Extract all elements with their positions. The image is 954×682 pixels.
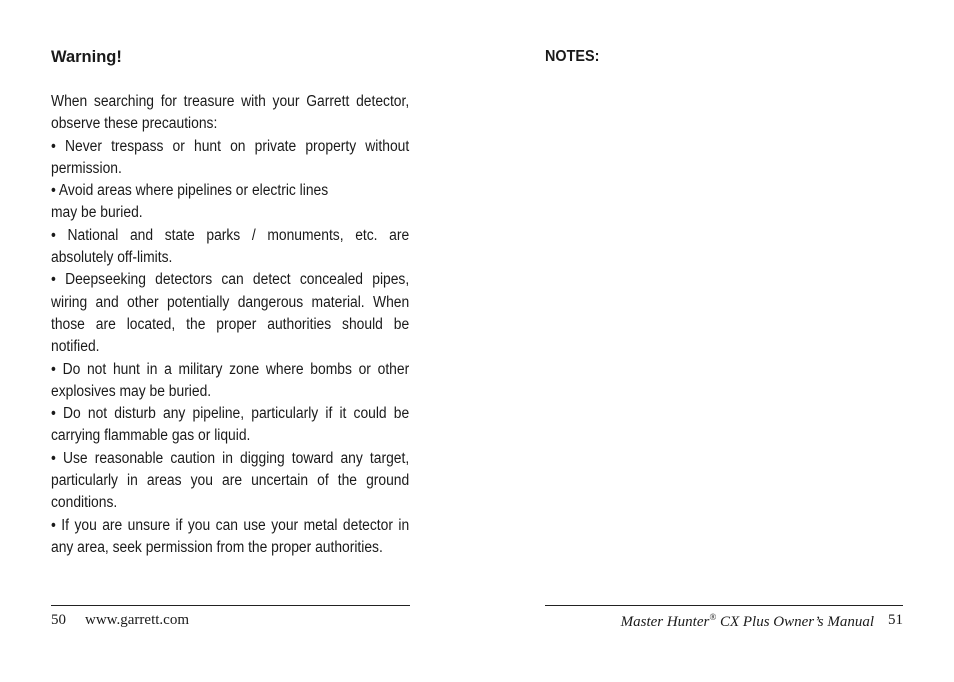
bullet-seek-permission: • If you are unsure if you can use your metal detector in any area, seek permission from the proper authorities. (51, 516, 410, 556)
left-page (51, 0, 410, 682)
page-number-left: 50 (51, 612, 66, 628)
footer-rule-left (51, 605, 410, 606)
intro-paragraph: When searching for treasure with your Garrett detector, observe these precautions: (51, 93, 410, 133)
website-url: www.garrett.com (85, 612, 189, 628)
registered-mark: ® (709, 612, 717, 622)
page-number-right: 51 (888, 612, 903, 628)
manual-title: Master Hunter® CX Plus Owner’s Manual (620, 612, 874, 630)
warning-heading: Warning! (51, 48, 122, 66)
right-page (545, 0, 903, 682)
footer-left (51, 611, 189, 629)
bullet-pipeline-disturb: • Do not disturb any pipeline, particularly if it could be carrying flammable gas or liquid. (51, 405, 410, 445)
bullet-trespass: • Never trespass or hunt on private property without permission. (51, 137, 410, 177)
warning-body (51, 91, 409, 559)
bullet-caution-digging: • Use reasonable caution in digging toward any target, particularly in areas you are uncertain of the ground conditions. (51, 449, 410, 512)
footer-right (621, 611, 903, 631)
bullet-parks: • National and state parks / monuments, etc. are absolutely off-limits. (51, 226, 410, 267)
bullet-pipelines: • Avoid areas where pipelines or electric lines may be buried. (51, 182, 329, 222)
bullet-military-zone: • Do not hunt in a military zone where bombs or other explosives may be buried. (51, 360, 410, 400)
bullet-deepseeking: • Deepseeking detectors can detect concealed pipes, wiring and other potentially dangerous material. When those are located, the proper authorities should be notified. (51, 271, 410, 356)
footer-rule-right (545, 605, 903, 606)
notes-heading: NOTES: (545, 48, 600, 65)
